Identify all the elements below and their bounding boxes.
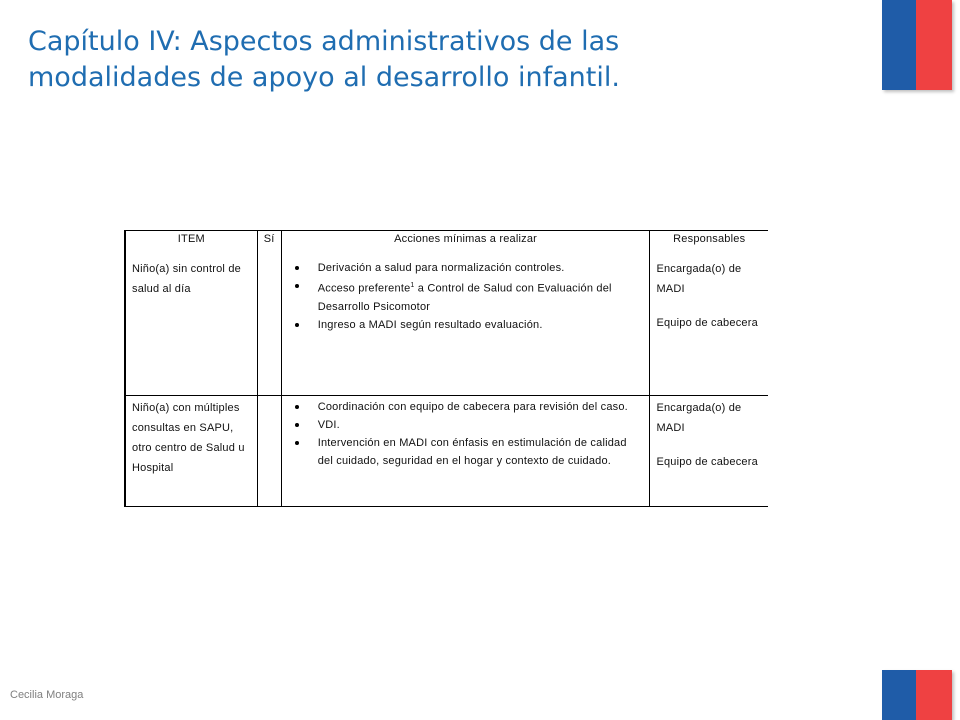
table-header-row — [125, 231, 768, 256]
actions-cell — [281, 255, 650, 396]
responsable-1: Encargada(o) de MADI — [656, 402, 742, 434]
action-item: VDI. — [288, 416, 644, 434]
responsable-1: Encargada(o) de MADI — [656, 263, 742, 295]
flag-blue-stripe — [882, 670, 916, 720]
si-cell — [257, 255, 281, 396]
responsables-cell — [650, 255, 768, 396]
actions-list — [288, 259, 644, 334]
responsable-2: Equipo de cabecera — [656, 317, 758, 329]
actions-table — [124, 230, 768, 507]
action-item: Ingreso a MADI según resultado evaluación. — [288, 316, 644, 334]
footnote-ref: 1 — [410, 282, 415, 289]
actions-list — [288, 398, 644, 470]
responsable-2: Equipo de cabecera — [656, 456, 758, 468]
table-row — [125, 255, 768, 396]
action-item: Coordinación con equipo de cabecera para revisión del caso. — [288, 398, 644, 416]
table-row — [125, 396, 768, 507]
action-item: Acceso preferente$^1$ a Control de Salud con Evaluación del Desarrollo Psicomotor — [288, 277, 644, 316]
si-cell — [257, 396, 281, 507]
item-cell: Niño(a) sin control de salud al día — [125, 255, 257, 396]
footer-author: Cecilia Moraga — [10, 689, 84, 701]
slide-title-line-2: modalidades de apoyo al desarrollo infantil. — [28, 62, 620, 93]
actions-cell — [281, 396, 650, 507]
flag-red-stripe — [916, 0, 952, 90]
slide-title — [28, 24, 848, 96]
item-cell: Niño(a) con múltiples consultas en SAPU, otro centro de Salud u Hospital — [125, 396, 257, 507]
flag-red-stripe — [916, 670, 952, 720]
header-si: Sí — [257, 231, 281, 256]
responsables-cell — [650, 396, 768, 507]
header-responsables: Responsables — [650, 231, 768, 256]
header-item: ITEM — [125, 231, 257, 256]
flag-blue-stripe — [882, 0, 916, 90]
header-actions: Acciones mínimas a realizar — [281, 231, 650, 256]
chile-flag-decoration-bottom — [882, 670, 952, 720]
action-item: Intervención en MADI con énfasis en estimulación de calidad del cuidado, seguridad en el hogar y contexto de cuidado. — [288, 434, 644, 470]
chile-flag-decoration-top — [882, 0, 952, 90]
slide-title-line-1: Capítulo IV: Aspectos administrativos de las — [28, 26, 620, 57]
action-item: Derivación a salud para normalización controles. — [288, 259, 644, 277]
